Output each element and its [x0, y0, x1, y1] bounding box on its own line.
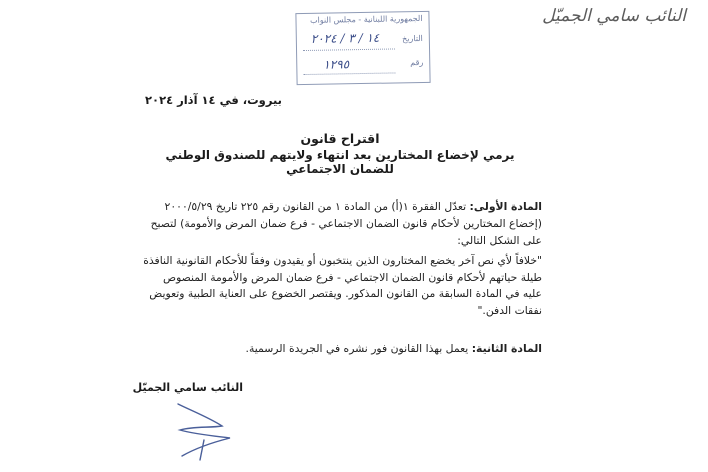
- stamp-number-label: رقم: [410, 57, 424, 68]
- signer-name: النائب سامي الجميّل: [132, 381, 243, 394]
- stamp-title: الجمهورية اللبنانية - مجلس النواب: [309, 13, 423, 25]
- article-one-quote: "خلافاً لأي نص آخر يخضع المختارون الذين ينتخبون أو يقيدون وفقاً للأحكام القانونية النافذة طيلة حياتهم لأحكام قانون الضمان الاجتماعي - فرع ضمان المرض والأمومة المنصوص عليه في المادة السابقة من القانون المذكور. ويقتصر الخضوع على العناية الطبية وتعويض نفقات الدفن.": [143, 254, 542, 317]
- article-two: [142, 340, 542, 357]
- stamp-divider: [303, 48, 395, 51]
- document-title: اقتراح قانون: [300, 131, 380, 146]
- stamp-date-value: ١٤ / ٣ / ٢٠٢٤: [310, 30, 380, 46]
- stamp-divider: [303, 72, 395, 75]
- article-two-text: يعمل بهذا القانون فور نشره في الجريدة الرسمية.: [245, 342, 469, 355]
- article-one: [142, 198, 542, 249]
- stamp-date-label: التاريخ: [402, 33, 423, 44]
- registration-stamp: [295, 11, 430, 85]
- article-two-label: المادة الثانية:: [471, 342, 542, 355]
- document-subtitle: يرمي لإخضاع المختارين بعد انتهاء ولايتهم للصندوق الوطني للضمان الاجتماعي: [165, 148, 515, 176]
- article-one-text: تعدّل الفقرة ١(أ) من المادة ١ من القانون رقم ٢٢٥ تاريخ ٢٠٠٠/٥/٢٩ (إخضاع المختارين لأحكام قانون الضمان الاجتماعي - فرع ضمان المرض والأمومة) لتصبح على الشكل التالي:: [150, 200, 542, 247]
- stamp-number-value: ١٢٩٥: [323, 57, 350, 72]
- letterhead-name: النائب سامي الجميّل: [542, 6, 686, 26]
- document-date: بيروت، في ١٤ آذار ٢٠٢٤: [145, 93, 282, 107]
- article-one-label: المادة الأولى:: [469, 200, 542, 213]
- handwritten-signature: [170, 396, 240, 462]
